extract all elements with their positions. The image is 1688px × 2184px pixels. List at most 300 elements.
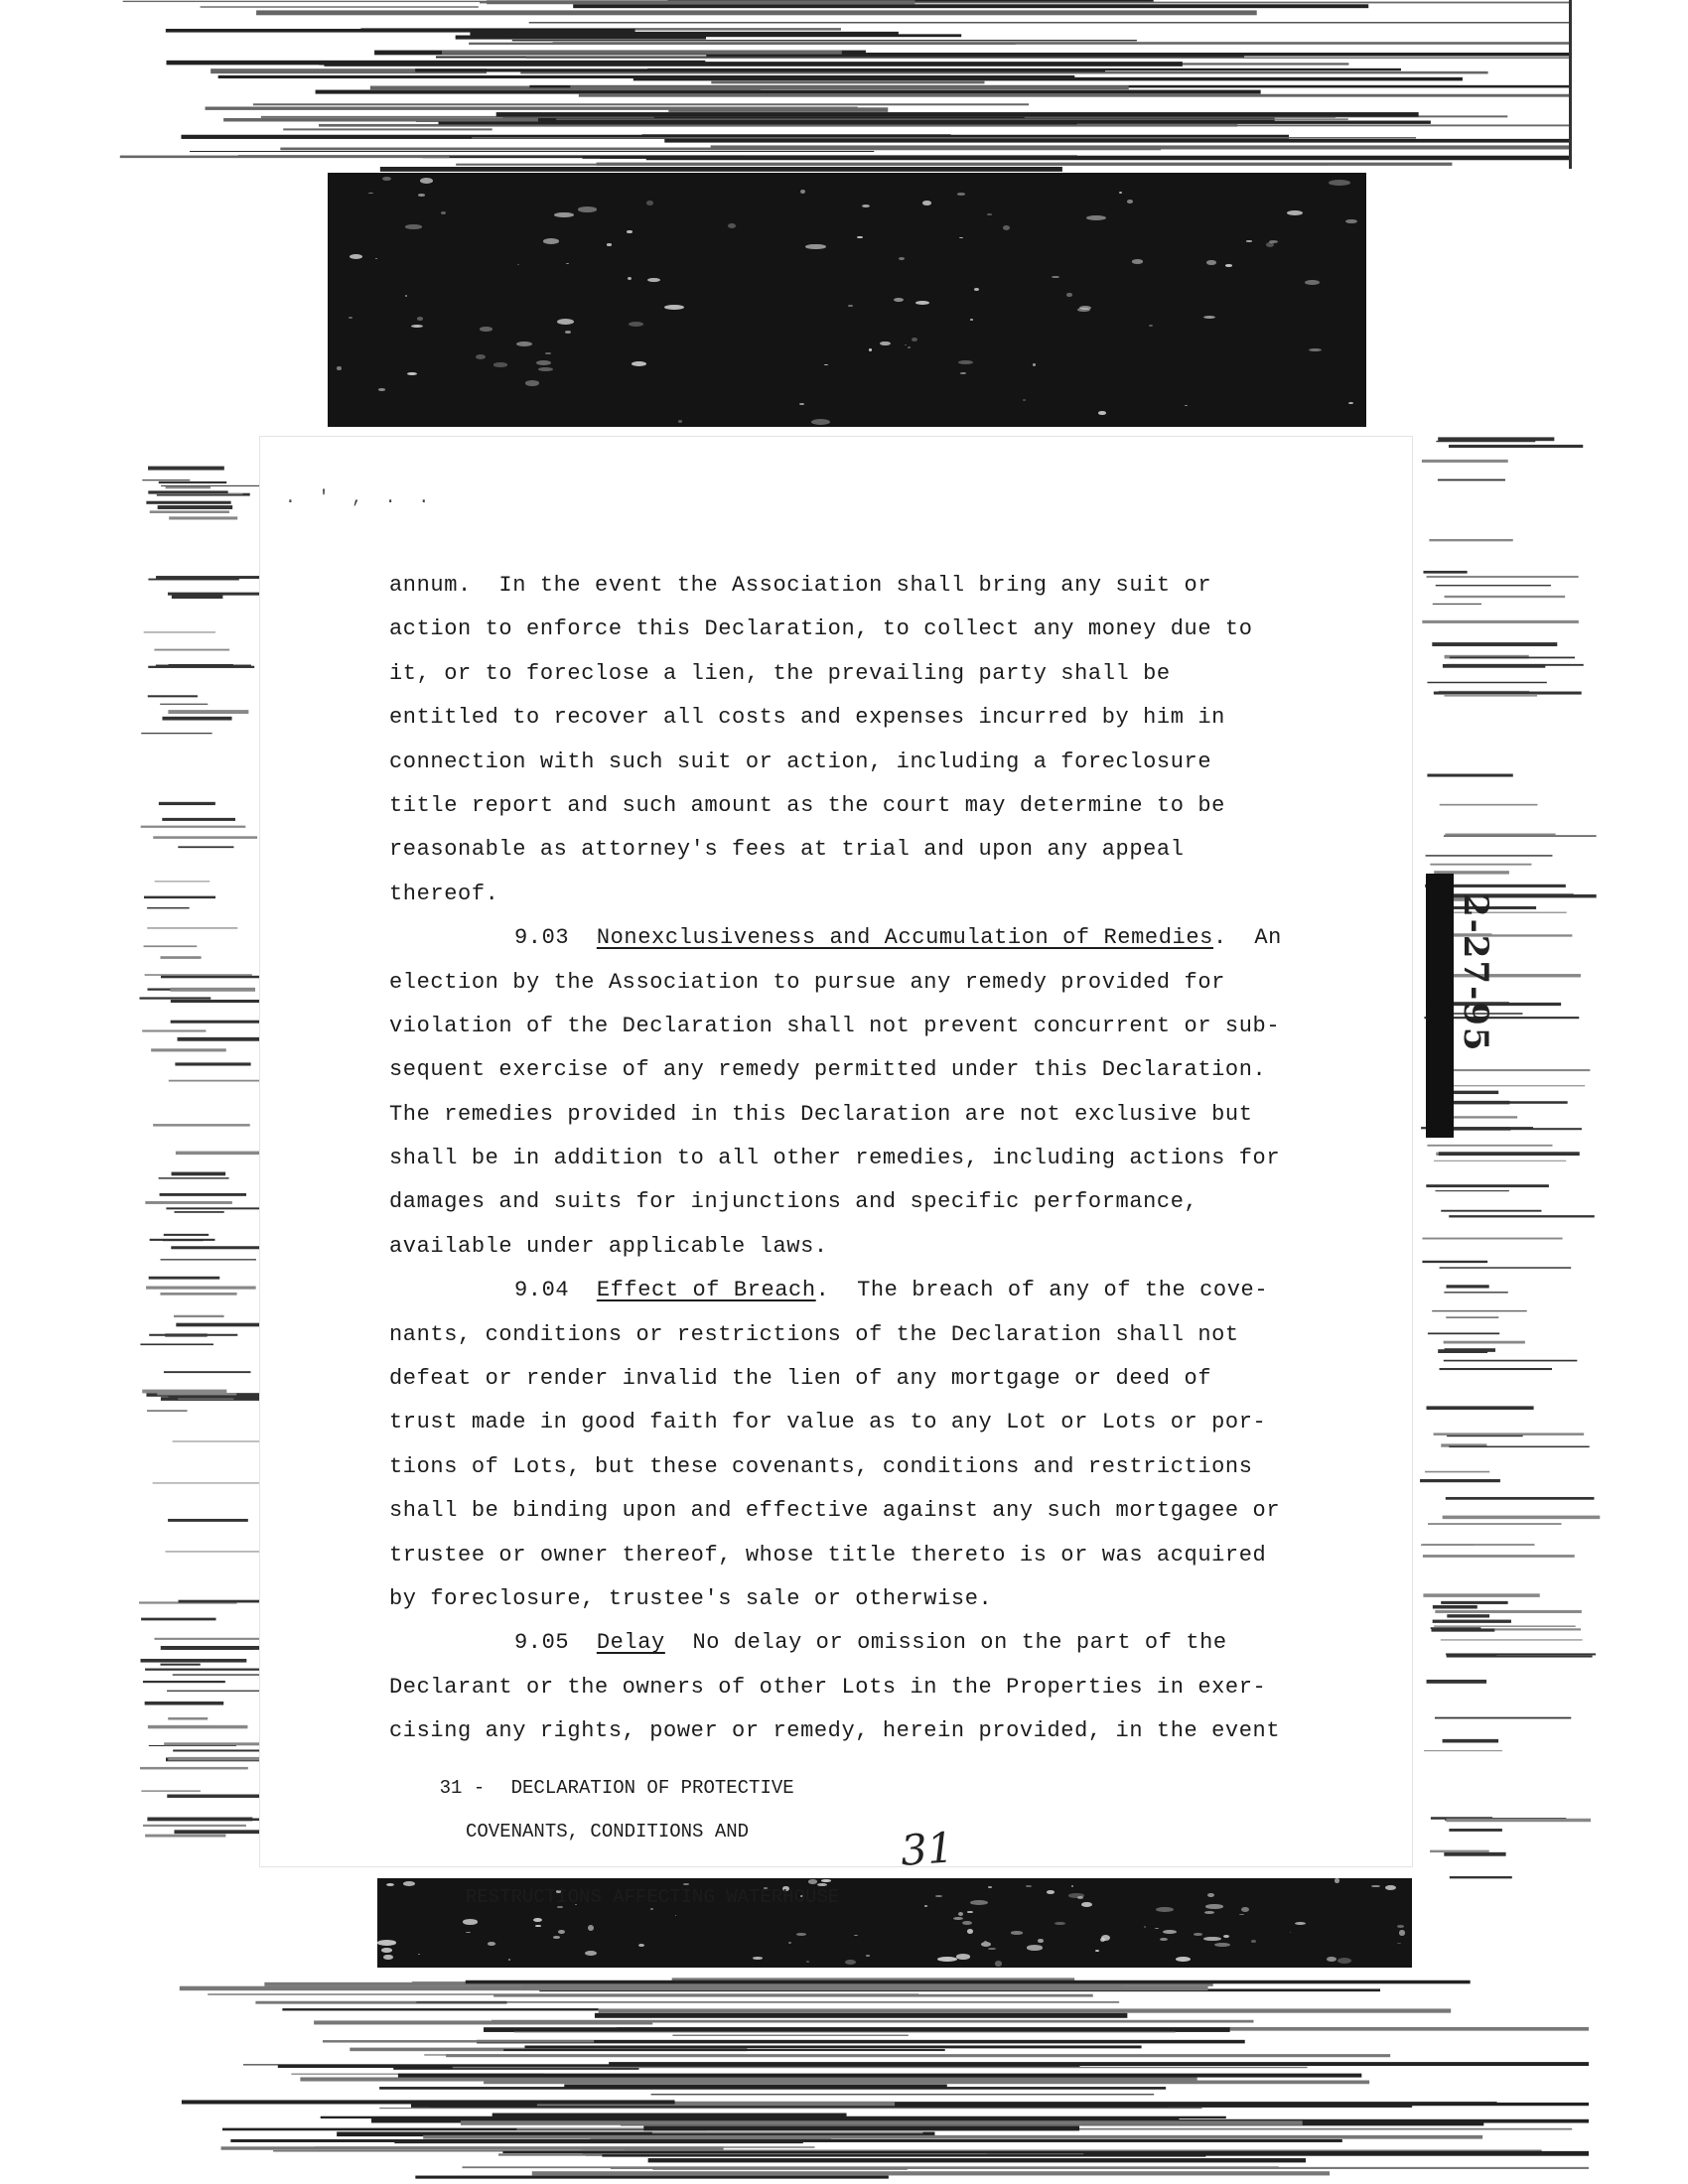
scan-speck: [967, 1911, 972, 1914]
scan-speck: [1225, 264, 1232, 266]
scan-speck: [1156, 1907, 1174, 1912]
scan-streak: [1438, 1349, 1487, 1353]
scan-speck: [647, 278, 660, 282]
scan-streak: [529, 22, 1569, 23]
scan-speck: [1149, 325, 1153, 327]
scan-speck: [1185, 405, 1189, 406]
scan-streak: [1436, 1190, 1509, 1191]
scan-streak: [380, 167, 1062, 172]
scan-speck: [516, 341, 533, 346]
scan-speck: [578, 206, 597, 211]
scan-streak: [1434, 1433, 1585, 1435]
scan-streak: [149, 1334, 237, 1336]
scan-speck: [935, 1895, 942, 1897]
scan-streak: [1443, 1739, 1498, 1743]
scan-speck: [981, 1942, 991, 1947]
scan-streak: [514, 2031, 1176, 2032]
scan-speck: [937, 1957, 957, 1962]
scan-streak: [1427, 774, 1512, 777]
scan-speck: [1194, 1933, 1201, 1936]
scan-streak: [556, 118, 1348, 119]
scan-speck: [1305, 280, 1320, 286]
scan-speck: [420, 178, 433, 184]
scan-speck: [1290, 1932, 1291, 1933]
scan-speck: [418, 1954, 420, 1956]
body-line: [389, 784, 1303, 828]
scan-speck: [1397, 1925, 1405, 1928]
scan-speck: [1207, 1893, 1214, 1897]
scan-streak: [532, 2171, 1330, 2175]
scan-speck: [1399, 1930, 1406, 1936]
scan-streak: [446, 2054, 1390, 2057]
scan-streak: [182, 2100, 675, 2104]
scan-streak: [139, 997, 211, 999]
handwritten-page-number: 31: [899, 1823, 956, 1875]
section-number: 9.05: [514, 1630, 597, 1656]
scan-streak: [167, 1794, 265, 1797]
scan-speck: [1239, 1914, 1245, 1915]
scan-speck: [800, 190, 805, 194]
line-text: shall be in addition to all other remedies, including actions for: [389, 1146, 1281, 1171]
scan-streak: [524, 2045, 1141, 2048]
scan-streak: [141, 1618, 215, 1621]
scan-speck: [411, 325, 423, 328]
scan-speck: [565, 331, 571, 333]
scan-streak: [1440, 804, 1538, 806]
body-line: [389, 1269, 1303, 1312]
scan-speck: [382, 177, 392, 182]
scan-speck: [854, 1935, 858, 1936]
scan-streak: [176, 1152, 266, 1156]
scan-streak: [1440, 1368, 1552, 1370]
scan-streak: [243, 2064, 1269, 2065]
scan-streak: [582, 156, 1539, 159]
body-line: [389, 1093, 1303, 1137]
line-text: Declarant or the owners of other Lots in the Properties in exer-: [389, 1674, 1267, 1700]
scan-streak: [664, 139, 1569, 143]
scan-streak: [415, 2176, 889, 2179]
scan-streak: [1423, 571, 1467, 574]
scan-streak: [208, 1993, 918, 1994]
scan-streak: [1424, 1750, 1502, 1751]
scan-streak: [1449, 1116, 1517, 1118]
scan-streak: [1423, 1593, 1539, 1597]
scan-streak: [314, 2020, 652, 2024]
scan-speck: [1345, 219, 1356, 224]
scan-speck: [974, 288, 979, 292]
scan-speck: [543, 238, 559, 244]
scan-speck: [476, 354, 486, 359]
scan-streak: [160, 704, 208, 705]
scan-streak: [230, 2139, 1341, 2142]
section-number: 9.04: [514, 1278, 597, 1303]
scan-streak: [146, 501, 230, 504]
scan-speck: [1246, 240, 1251, 241]
scan-streak: [1422, 1238, 1562, 1240]
scan-speck: [1155, 1928, 1160, 1929]
scan-speck: [905, 344, 907, 345]
body-line: [389, 1445, 1303, 1489]
scan-streak: [1449, 1446, 1589, 1448]
scan-speck: [912, 338, 917, 341]
scan-streak: [143, 1825, 246, 1827]
scan-speck: [1329, 180, 1349, 186]
scan-speck: [1327, 1957, 1336, 1962]
scan-speck: [1077, 308, 1090, 312]
scan-speck: [988, 1886, 992, 1889]
scan-streak: [147, 907, 190, 908]
scan-streak: [164, 1742, 260, 1745]
scan-speck: [678, 420, 683, 423]
scan-streak: [668, 107, 888, 112]
scan-speck: [1086, 215, 1106, 220]
scan-streak: [160, 1293, 236, 1296]
scan-streak: [1434, 1160, 1566, 1161]
scan-streak: [168, 1757, 260, 1761]
scan-streak: [1449, 445, 1583, 448]
body-line: [389, 1225, 1303, 1269]
line-text: cising any rights, power or remedy, herein provided, in the event: [389, 1718, 1281, 1744]
scan-speck: [824, 364, 827, 366]
scan-streak: [1450, 1876, 1512, 1878]
scan-streak: [492, 2114, 847, 2118]
scan-streak: [171, 988, 256, 992]
scan-speck: [728, 223, 736, 228]
scan-streak: [1447, 1655, 1496, 1657]
scan-speck: [753, 1957, 763, 1960]
scan-streak: [1444, 1069, 1590, 1071]
scan-streak: [153, 836, 257, 839]
scan-streak: [155, 881, 211, 882]
scan-speck: [1371, 1885, 1379, 1887]
line-text: shall be binding upon and effective against any such mortgagee or: [389, 1498, 1281, 1524]
line-text: available under applicable laws.: [389, 1233, 828, 1259]
scan-streak: [201, 6, 479, 7]
scan-speck: [1095, 1950, 1099, 1952]
scan-speck: [538, 367, 553, 371]
scan-streak: [323, 2040, 594, 2042]
line-text: trust made in good faith for value as to any Lot or Lots or por-: [389, 1410, 1267, 1435]
scan-speck: [953, 1917, 963, 1920]
scan-streak: [141, 826, 246, 828]
scan-streak: [256, 10, 1257, 15]
scan-streak: [1444, 1341, 1525, 1344]
scan-streak: [168, 710, 248, 714]
body-line: [389, 1313, 1303, 1357]
scan-streak: [484, 2027, 1230, 2032]
scan-speck: [880, 341, 891, 346]
scan-streak: [423, 2135, 1482, 2139]
scan-speck: [1066, 293, 1072, 298]
scan-streak: [173, 1749, 271, 1751]
scan-streak: [253, 103, 1029, 105]
scan-speck: [1206, 260, 1216, 265]
scan-streak: [154, 649, 229, 651]
scan-streak: [280, 148, 1161, 151]
scan-streak: [145, 1201, 232, 1204]
scan-streak: [140, 1659, 246, 1663]
body-line: [389, 1489, 1303, 1533]
scan-streak: [141, 1790, 201, 1791]
scan-streak: [596, 1981, 906, 1983]
scan-streak: [1447, 1614, 1489, 1617]
scan-speck: [857, 236, 863, 238]
scan-streak: [180, 1986, 1208, 1990]
scan-streak: [1430, 864, 1531, 866]
scan-streak: [159, 1177, 229, 1178]
body-line: [389, 1180, 1303, 1224]
scan-speck: [405, 295, 408, 297]
scan-streak: [1428, 1332, 1499, 1334]
scan-streak: [1444, 1852, 1505, 1856]
body-line: [389, 1666, 1303, 1709]
scan-speck: [845, 1960, 856, 1965]
scan-streak: [120, 156, 450, 159]
scan-streak: [643, 2126, 1079, 2131]
scan-streak: [1422, 1544, 1534, 1546]
body-line: [389, 696, 1303, 740]
scan-speck: [1241, 1907, 1249, 1912]
scan-streak: [218, 75, 1075, 78]
margin-stamp-bar: [1426, 874, 1454, 1138]
body-line: [389, 608, 1303, 651]
scan-streak: [178, 846, 233, 848]
line-text: violation of the Declaration shall not prevent concurrent or sub-: [389, 1013, 1281, 1038]
scan-streak: [1448, 1085, 1585, 1086]
scan-streak: [153, 1124, 250, 1126]
scan-streak: [190, 151, 874, 152]
scan-streak: [145, 1669, 262, 1671]
line-text: entitled to recover all costs and expenses incurred by him in: [389, 705, 1225, 731]
scan-streak: [148, 579, 238, 581]
body-line: [389, 1137, 1303, 1180]
scan-speck: [405, 224, 422, 229]
scan-streak: [415, 68, 1105, 71]
page-corner-marks: . ' , . .: [285, 488, 436, 508]
scan-streak: [161, 976, 264, 978]
body-line: [389, 873, 1303, 916]
scan-streak: [398, 2074, 1361, 2078]
scan-speck: [368, 193, 372, 194]
scan-streak: [1423, 1555, 1575, 1558]
scan-streak: [1435, 1717, 1571, 1719]
scan-streak: [1420, 1479, 1500, 1482]
line-text: action to enforce this Declaration, to collect any money due to: [389, 616, 1253, 642]
scan-streak: [1445, 596, 1566, 598]
scan-streak: [1433, 1620, 1511, 1623]
scan-streak: [174, 1315, 224, 1317]
scan-speck: [1081, 1902, 1092, 1907]
scan-streak: [442, 51, 842, 55]
body-line: [389, 652, 1303, 696]
scan-speck: [1205, 1904, 1223, 1909]
section-heading: Effect of Breach: [596, 1278, 816, 1303]
scan-streak: [169, 1080, 260, 1082]
scan-speck: [1003, 225, 1010, 230]
scan-speck: [987, 213, 992, 215]
scan-speck: [960, 372, 967, 374]
scan-streak: [142, 479, 190, 480]
line-text: reasonable as attorney's fees at trial and upon any appeal: [389, 837, 1185, 863]
scan-streak: [1438, 437, 1554, 441]
body-line: [389, 1577, 1303, 1621]
line-text: tions of Lots, but these covenants, conditions and restrictions: [389, 1453, 1253, 1479]
line-text: No delay or omission on the part of the: [664, 1630, 1227, 1656]
scan-streak: [688, 121, 1431, 124]
scan-speck: [664, 305, 685, 310]
scan-speck: [525, 380, 539, 386]
body-line: [389, 1621, 1303, 1665]
scan-streak: [147, 1817, 252, 1821]
scan-streak: [711, 81, 984, 84]
scan-streak: [168, 593, 262, 596]
scan-speck: [418, 194, 425, 196]
scan-speck: [441, 211, 446, 214]
scan-speck: [1160, 1938, 1168, 1941]
scan-streak: [1435, 1610, 1581, 1613]
scan-streak: [1439, 1152, 1580, 1156]
scan-streak: [166, 1648, 254, 1650]
scan-streak: [453, 2067, 1308, 2068]
scan-speck: [480, 327, 492, 331]
scan-streak: [175, 1062, 250, 1065]
scan-streak: [316, 90, 1261, 94]
scan-speck: [1204, 1911, 1213, 1914]
scan-speck: [378, 388, 385, 390]
line-text: election by the Association to pursue any remedy provided for: [389, 969, 1225, 995]
scan-speck: [958, 360, 973, 364]
scan-streak: [1428, 1523, 1561, 1525]
scan-streak: [140, 1767, 248, 1769]
footer-line-2: COVENANTS, CONDITIONS AND: [466, 1821, 750, 1843]
scan-speck: [1026, 1885, 1032, 1888]
line-text: sequent exercise of any remedy permitted under this Declaration.: [389, 1057, 1267, 1083]
scan-streak: [1441, 1639, 1583, 1640]
scan-speck: [1077, 1896, 1084, 1899]
scan-speck: [970, 1900, 988, 1905]
scan-streak: [597, 163, 1453, 166]
scan-streak: [1422, 460, 1508, 463]
scan-streak: [148, 1725, 248, 1728]
body-line: [389, 1709, 1303, 1753]
scan-streak: [1449, 1215, 1595, 1217]
line-text: . The breach of any of the cove-: [815, 1278, 1269, 1303]
body-line: [389, 741, 1303, 784]
scan-streak: [1441, 1210, 1541, 1212]
scan-speck: [493, 362, 508, 366]
scan-speck: [1385, 1885, 1396, 1890]
scan-streak: [1446, 1819, 1591, 1822]
scan-speck: [1011, 1931, 1024, 1934]
scan-streak: [1422, 1261, 1487, 1263]
footer-page-number: 31 -: [439, 1777, 486, 1799]
scan-streak: [1447, 1285, 1489, 1288]
body-line: [389, 916, 1303, 960]
line-text: defeat or render invalid the lien of any mortgage or deed of: [389, 1366, 1212, 1392]
scan-speck: [995, 1961, 1002, 1966]
scan-streak: [1431, 1629, 1494, 1632]
scan-streak: [148, 490, 227, 493]
margin-handwritten-date: 2-27-95: [1456, 893, 1495, 1053]
scan-streak: [169, 664, 233, 667]
scan-streak: [503, 2049, 944, 2051]
scan-speck: [811, 419, 830, 425]
scan-speck: [632, 361, 646, 366]
scan-streak: [1446, 1317, 1498, 1318]
scan-speck: [1223, 1935, 1229, 1938]
scan-streak: [1446, 1497, 1595, 1500]
scan-streak: [166, 486, 211, 488]
scan-streak: [1427, 682, 1546, 683]
scan-speck: [806, 1961, 809, 1963]
body-line: [389, 1401, 1303, 1444]
line-text: title report and such amount as the court may determine to be: [389, 792, 1225, 818]
scan-streak: [179, 1600, 267, 1603]
scan-streak: [1425, 1471, 1489, 1473]
footer-line-1: DECLARATION OF PROTECTIVE: [510, 1777, 794, 1799]
scan-streak: [148, 467, 224, 471]
scan-streak: [147, 1411, 188, 1412]
scan-streak: [1450, 657, 1575, 659]
scan-speck: [628, 277, 632, 280]
scan-speck: [924, 1905, 928, 1907]
scan-streak: [168, 1396, 273, 1398]
scan-streak: [1445, 834, 1555, 836]
body-line: [389, 1357, 1303, 1401]
scan-streak: [172, 595, 223, 599]
scan-speck: [554, 212, 574, 218]
scan-speck: [375, 258, 377, 259]
scan-speck: [1047, 1890, 1055, 1894]
scan-streak: [159, 802, 215, 805]
scan-streak: [1434, 1625, 1575, 1626]
scan-streak: [123, 1, 732, 2]
scan-streak: [161, 1664, 201, 1666]
scan-speck: [1348, 402, 1354, 404]
scan-streak: [156, 576, 270, 579]
scan-streak: [150, 510, 229, 513]
scan-speck: [1214, 1943, 1229, 1947]
scan-streak: [379, 2108, 1201, 2109]
scan-streak: [1444, 695, 1537, 696]
scan-speck: [350, 254, 362, 259]
scan-streak: [141, 733, 211, 734]
scan-streak: [168, 1519, 248, 1522]
scan-speck: [545, 352, 551, 355]
scan-speck: [894, 298, 904, 302]
scan-streak: [174, 1211, 223, 1213]
scan-speck: [337, 366, 342, 370]
scan-speck: [915, 301, 929, 305]
body-text: [389, 564, 1303, 1754]
scan-streak: [158, 505, 233, 509]
scan-streak: [1427, 1680, 1487, 1684]
scan-speck: [1033, 363, 1036, 366]
scan-streak: [1430, 1850, 1489, 1852]
scan-speck: [956, 1954, 971, 1959]
line-text: The remedies provided in this Declaration are not exclusive but: [389, 1101, 1253, 1127]
scan-streak: [1432, 642, 1557, 646]
scan-streak: [161, 1259, 256, 1260]
scan-streak: [173, 1674, 262, 1675]
scan-streak: [164, 1234, 209, 1236]
scan-streak: [142, 1029, 206, 1031]
scan-streak: [221, 2146, 724, 2149]
scan-speck: [1203, 1937, 1221, 1942]
scan-speck: [970, 319, 973, 320]
section-heading: Nonexclusiveness and Accumulation of Remedies: [596, 925, 1213, 951]
scan-speck: [958, 1912, 963, 1916]
